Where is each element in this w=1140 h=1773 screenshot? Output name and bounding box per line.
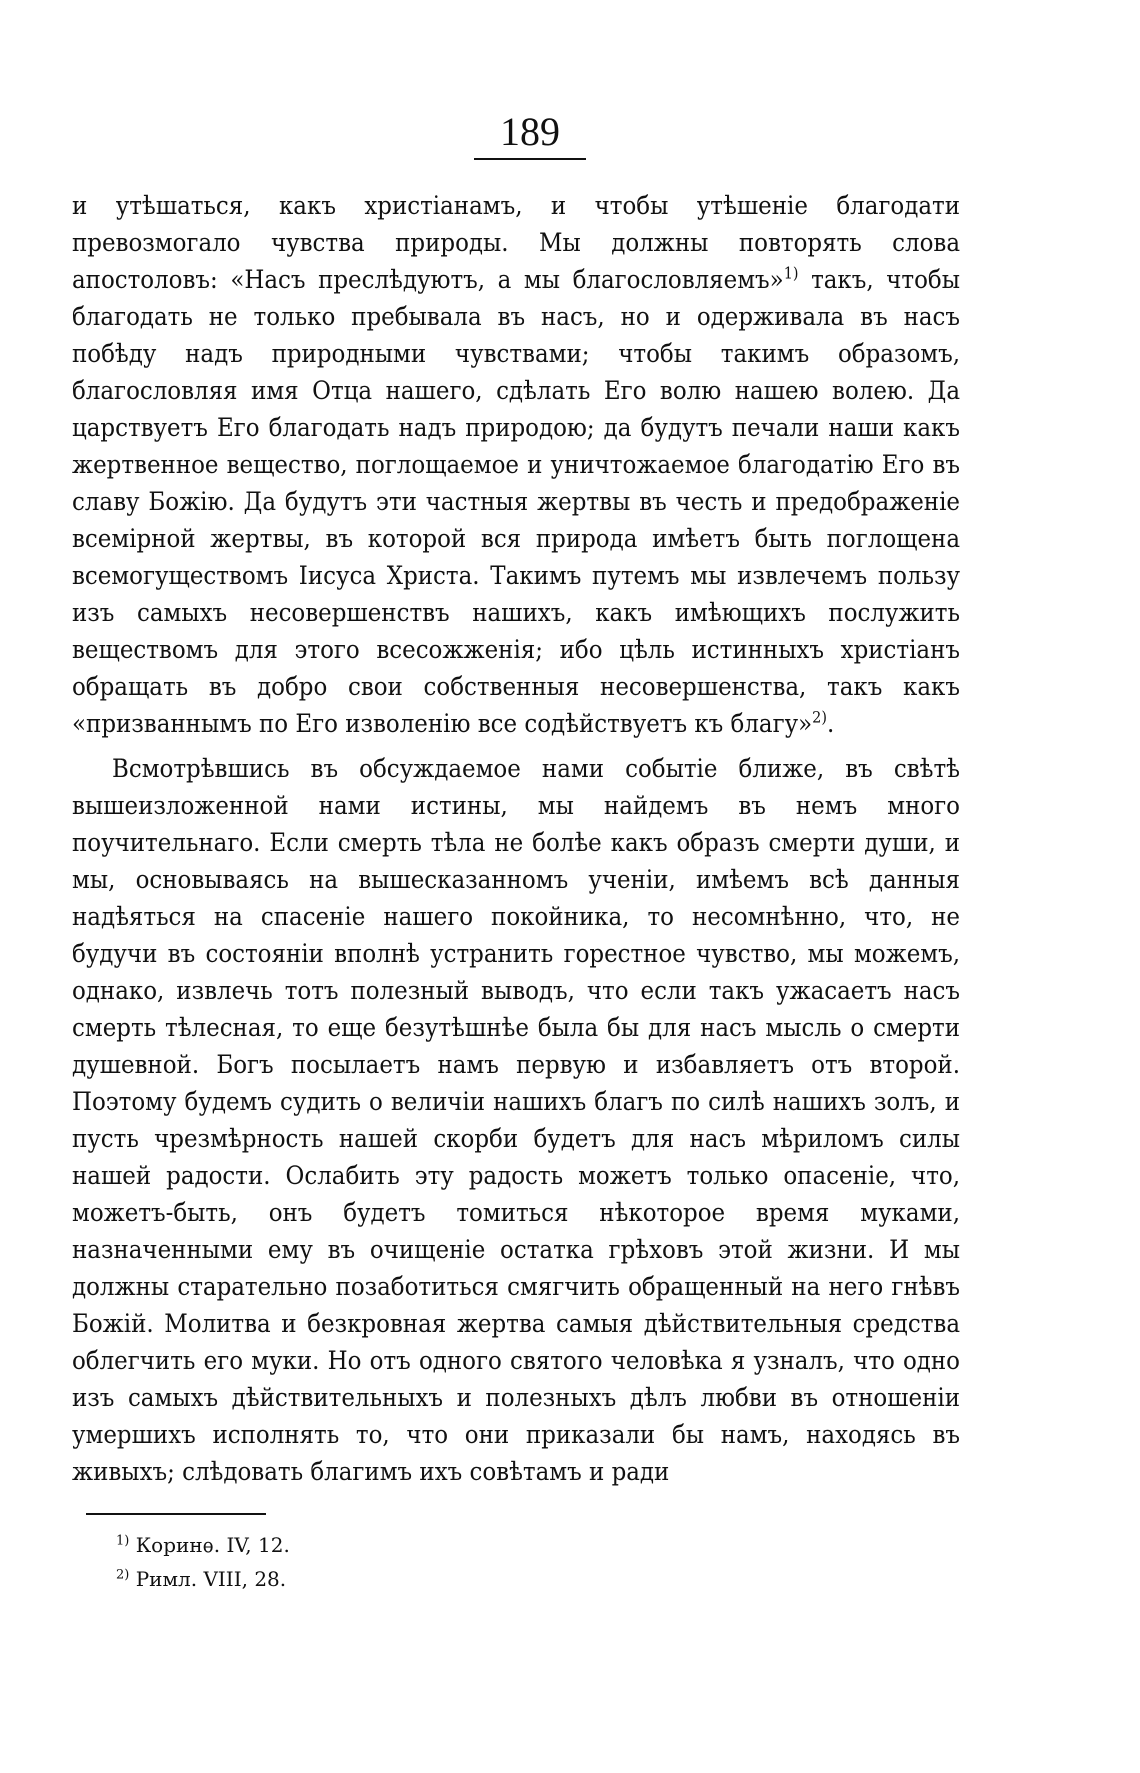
footnote-ref: 2) bbox=[812, 707, 827, 727]
page-number: 189 bbox=[500, 109, 560, 154]
paragraph bbox=[72, 188, 960, 743]
footnote-ref: 1) bbox=[783, 263, 799, 283]
paragraph bbox=[72, 751, 960, 1491]
footnote-separator bbox=[86, 1513, 266, 1515]
footnote bbox=[116, 1528, 516, 1562]
text-run: Всмотрѣвшись въ обсуждаемое нами событіе ближе, въ свѣтѣ вышеизложенной нами истины, мы найдемъ въ немъ много поучительнаго. Если смерть тѣла не болѣе какъ образъ смерти души, и мы, основываясь на вышесказанномъ ученіи, имѣемъ всѣ данныя надѣяться на спасеніе нашего покойника, то несомнѣнно, что, не будучи въ состояніи вполнѣ устранить горестное чувство, мы можемъ, однако, извлечь тотъ полезный выводъ, что если такъ ужасаетъ насъ смерть тѣлесная, то еще безутѣшнѣе была бы для насъ мысль о смерти душевной. Богъ посылаетъ намъ первую и избавляетъ отъ второй. Поэтому будемъ судить о величіи нашихъ благъ по силѣ нашихъ золъ, и пусть чрезмѣрность нашей скорби будетъ для насъ мѣриломъ силы нашей радости. Ослабить эту радость можетъ только опасеніе, что, можетъ-быть, онъ будетъ томиться нѣкоторое время муками, назначенными ему въ очищеніе остатка грѣховъ этой жизни. И мы должны старательно позаботиться смягчить обращенный на него гнѣвъ Божій. Молитва и безкровная жертва самыя дѣйствительныя средства облегчить его муки. Но отъ одного святого человѣка я узналъ, что одно изъ самыхъ дѣйствительныхъ и полезныхъ дѣлъ любви въ отношеніи умершихъ исполнять то, что они приказали бы намъ, находясь въ живыхъ; слѣдовать благимъ ихъ совѣтамъ и ради bbox=[72, 754, 960, 1487]
footnote-mark: 1) bbox=[116, 1533, 130, 1549]
text-run: . bbox=[826, 709, 835, 739]
footnotes bbox=[116, 1528, 516, 1596]
text-run: такъ, чтобы благодать не только пребывала въ насъ, но и одерживала въ насъ побѣду надъ природными чувствами; чтобы такимъ образомъ, благословляя имя Отца нашего, сдѣлать Его волю нашею волею. Да царствуетъ Его благодать надъ природою; да будутъ печали наши какъ жертвенное вещество, поглощаемое и уничтожаемое благодатію Его въ славу Божію. Да будутъ эти частныя жертвы въ честь и предображеніе всемірной жертвы, въ которой вся природа имѣетъ быть поглощена всемогуществомъ Іисуса Христа. Такимъ путемъ мы извлечемъ пользу изъ самыхъ несовершенствъ нашихъ, какъ имѣющихъ послужить веществомъ для этого всесожженія; ибо цѣль истинныхъ христіанъ обращать въ добро свои собственныя несовершенства, такъ какъ «призваннымъ по Его изволенію все содѣйствуетъ къ благу» bbox=[72, 265, 960, 739]
footnote-mark: 2) bbox=[116, 1567, 130, 1583]
footnote-text: Римл. VIII, 28. bbox=[129, 1567, 287, 1591]
text-run: и утѣшаться, какъ христіанамъ, и чтобы утѣшеніе благодати превозмогало чувства природы. Мы должны повторять слова апостоловъ: «Насъ преслѣдуютъ, а мы благословляемъ» bbox=[72, 191, 960, 295]
main-text bbox=[72, 188, 960, 1491]
footnote-text: Коринѳ. IV, 12. bbox=[129, 1533, 290, 1557]
footnote bbox=[116, 1562, 516, 1596]
page-number-underline bbox=[474, 158, 586, 160]
